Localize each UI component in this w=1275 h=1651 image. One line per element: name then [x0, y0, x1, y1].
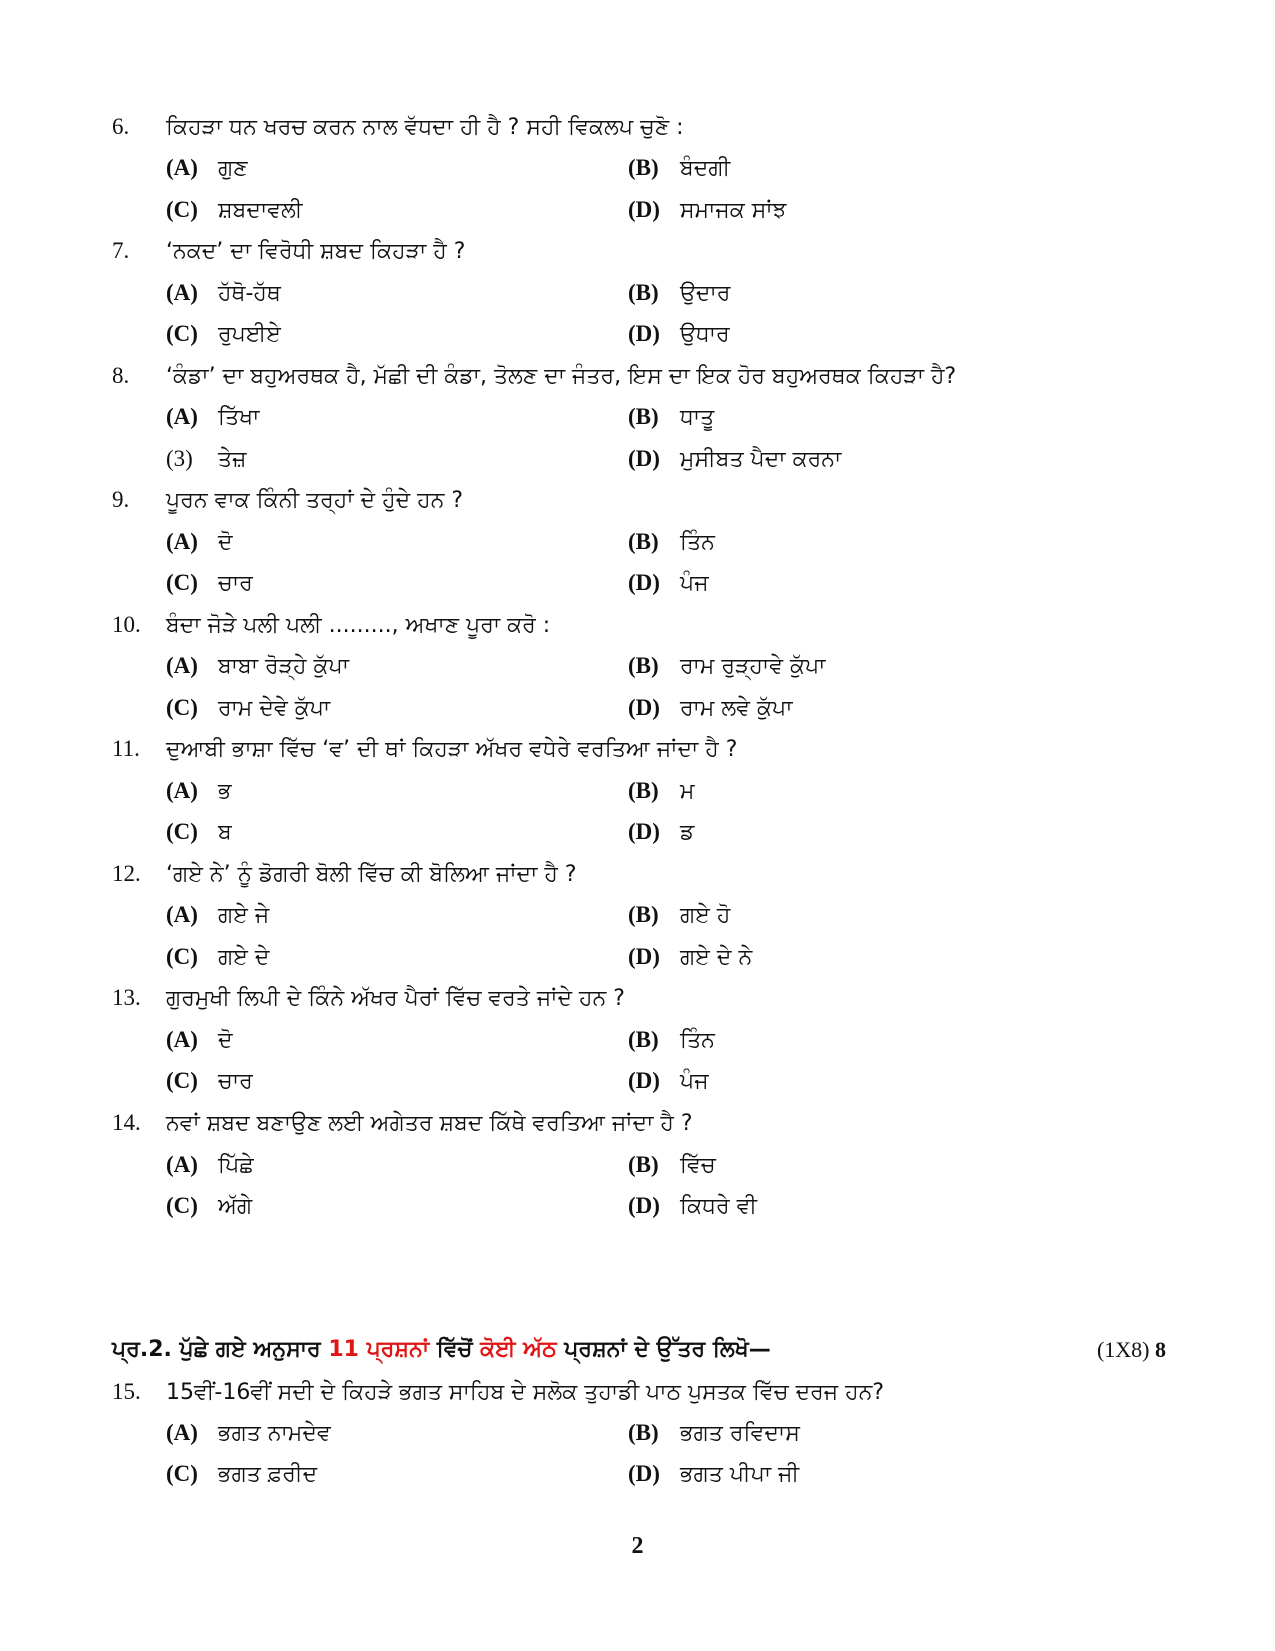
- option-c: [166, 688, 330, 728]
- question-text: ਗੁਰਮੁਖੀ ਲਿਪੀ ਦੇ ਕਿੰਨੇ ਅੱਖਰ ਪੈਰਾਂ ਵਿੱਚ ਵਰਤੇ ਜਾਂਦੇ ਹਨ ?: [166, 986, 625, 1011]
- option-b: [628, 771, 694, 811]
- option-a: [166, 273, 281, 313]
- option-text: ਦੋ: [218, 530, 233, 555]
- option-text: ਵਿੱਚ: [680, 1153, 716, 1178]
- question-text: ‘ਗਏ ਨੇ’ ਨੂੰ ਡੋਗਰੀ ਬੋਲੀ ਵਿੱਚ ਕੀ ਬੋਲਿਆ ਜਾਂਦਾ ਹੈ ?: [166, 862, 577, 887]
- section-suffix: ਪ੍ਰਸ਼ਨਾਂ ਦੇ ਉੱਤਰ ਲਿਖੋ—: [564, 1337, 771, 1362]
- option-label: (B): [628, 155, 659, 180]
- option-c: [166, 1454, 317, 1494]
- option-b: [628, 1145, 716, 1185]
- option-label: (D): [628, 446, 660, 471]
- option-label: (A): [166, 902, 198, 927]
- option-label: (A): [166, 653, 198, 678]
- option-d: [628, 1454, 799, 1494]
- option-label: (A): [166, 778, 198, 803]
- option-label: (A): [166, 1152, 198, 1177]
- option-text: ਤਿੰਨ: [680, 1028, 715, 1053]
- option-d: [628, 563, 709, 603]
- option-text: ਭਗਤ ਨਾਮਦੇਵ: [218, 1421, 331, 1446]
- section-prefix: ਪ੍ਰ.2. ਪੁੱਛੇ ਗਏ ਅਨੁਸਾਰ: [112, 1337, 321, 1362]
- option-label: (C): [166, 1461, 198, 1486]
- section-heading: [112, 1330, 1166, 1370]
- marks-total: 8: [1155, 1337, 1166, 1362]
- option-label: (C): [166, 1068, 198, 1093]
- option-text: ਭਗਤ ਪੀਪਾ ਜੀ: [680, 1462, 800, 1487]
- option-text: ਭ: [218, 779, 232, 804]
- option-text: ਸਮਾਜਕ ਸਾਂਝ: [680, 198, 787, 223]
- option-label: (C): [166, 1193, 198, 1218]
- option-label: (C): [166, 819, 198, 844]
- option-text: ਰਾਮ ਦੇਵੇ ਕੁੱਪਾ: [218, 696, 331, 721]
- option-text: ਉਧਾਰ: [680, 322, 730, 347]
- option-b: [628, 273, 730, 313]
- option-b: [628, 148, 730, 188]
- option-d: [628, 1186, 757, 1226]
- option-text: ਗੁਣ: [218, 156, 248, 181]
- option-text: ਸ਼ਬਦਾਵਲੀ: [218, 198, 303, 223]
- question-14: 14. ਨਵਾਂ ਸ਼ਬਦ ਬਣਾਉਣ ਲਈ ਅਗੇਤਰ ਸ਼ਬਦ ਕਿੱਥੇ ਵਰਤਿਆ ਜਾਂਦਾ ਹੈ ?: [112, 1110, 693, 1136]
- question-text: ‘ਨਕਦ’ ਦਾ ਵਿਰੋਧੀ ਸ਼ਬਦ ਕਿਹੜਾ ਹੈ ?: [166, 239, 466, 264]
- option-label: (D): [628, 944, 660, 969]
- option-text: ਤੇਜ਼: [218, 447, 247, 472]
- option-text: ਦੋ: [218, 1028, 233, 1053]
- section-question-count: 11 ਪ੍ਰਸ਼ਨਾਂ: [328, 1337, 430, 1362]
- option-text: ਤਿੱਖਾ: [218, 405, 260, 430]
- option-text: ਬਾਬਾ ਰੋੜ੍ਹੇ ਕੁੱਪਾ: [218, 654, 350, 679]
- option-text: ਭਗਤ ਫ਼ਰੀਦ: [218, 1462, 318, 1487]
- option-label: (D): [628, 819, 660, 844]
- option-label: (B): [628, 529, 659, 554]
- question-text: ‘ਕੰਡਾ’ ਦਾ ਬਹੁਅਰਥਕ ਹੈ, ਮੱਛੀ ਦੀ ਕੰਡਾ, ਤੋਲਣ ਦਾ ਜੰਤਰ, ਇਸ ਦਾ ਇਕ ਹੋਰ ਬਹੁਅਰਥਕ ਕਿਹੜਾ ਹੈ?: [166, 364, 957, 389]
- option-a: [166, 1413, 331, 1453]
- option-text: ਰਾਮ ਰੁੜ੍ਹਾਵੇ ਕੁੱਪਾ: [680, 654, 826, 679]
- option-label: (B): [628, 1152, 659, 1177]
- option-text: ਪੰਜ: [680, 571, 709, 596]
- option-a: [166, 646, 349, 686]
- option-a: [166, 1145, 254, 1185]
- option-text: ਭਗਤ ਰਵਿਦਾਸ: [680, 1421, 800, 1446]
- option-d: [628, 937, 752, 977]
- question-8: 8. ‘ਕੰਡਾ’ ਦਾ ਬਹੁਅਰਥਕ ਹੈ, ਮੱਛੀ ਦੀ ਕੰਡਾ, ਤੋਲਣ ਦਾ ਜੰਤਰ, ਇਸ ਦਾ ਇਕ ਹੋਰ ਬਹੁਅਰਥਕ ਕਿਹੜਾ ਹੈ?: [112, 363, 957, 389]
- option-c: [166, 314, 281, 354]
- option-label: (C): [166, 695, 198, 720]
- option-d: [628, 439, 841, 479]
- question-text: ਬੰਦਾ ਜੋੜੇ ਪਲੀ ਪਲੀ ........., ਅਖਾਣ ਪੂਰਾ ਕਰੋ :: [166, 613, 551, 638]
- option-b: [628, 1413, 800, 1453]
- option-label: (A): [166, 1027, 198, 1052]
- option-text: ਉਦਾਰ: [680, 281, 731, 306]
- option-label: (B): [628, 404, 659, 429]
- option-label: (A): [166, 280, 198, 305]
- option-label: (D): [628, 570, 660, 595]
- option-text: ਹੱਥੋ-ਹੱਥ: [218, 281, 281, 306]
- marks-formula: (1X8): [1096, 1337, 1150, 1362]
- option-label: (B): [628, 1027, 659, 1052]
- option-label: (B): [628, 902, 659, 927]
- option-label: (D): [628, 1068, 660, 1093]
- option-label: (C): [166, 197, 198, 222]
- option-label: (B): [628, 653, 659, 678]
- option-label: (B): [628, 280, 659, 305]
- option-text: ਬੰਦਗੀ: [680, 156, 731, 181]
- option-c: [166, 937, 270, 977]
- option-b: [628, 1020, 715, 1060]
- option-text: ਗਏ ਦੇ: [218, 945, 270, 970]
- option-label: (A): [166, 155, 198, 180]
- option-c: [166, 1186, 252, 1226]
- option-label: (B): [628, 778, 659, 803]
- option-text: ਗਏ ਹੋ: [680, 903, 731, 928]
- question-text: ਨਵਾਂ ਸ਼ਬਦ ਬਣਾਉਣ ਲਈ ਅਗੇਤਰ ਸ਼ਬਦ ਕਿੱਥੇ ਵਰਤਿਆ ਜਾਂਦਾ ਹੈ ?: [166, 1111, 693, 1136]
- option-d: [628, 812, 694, 852]
- question-13: 13. ਗੁਰਮੁਖੀ ਲਿਪੀ ਦੇ ਕਿੰਨੇ ਅੱਖਰ ਪੈਰਾਂ ਵਿੱਚ ਵਰਤੇ ਜਾਂਦੇ ਹਨ ?: [112, 985, 625, 1011]
- section-marks: [1097, 1330, 1166, 1370]
- option-text: ਪਿੱਛੇ: [218, 1153, 254, 1178]
- option-text: ਚਾਰ: [218, 571, 253, 596]
- option-a: [166, 397, 259, 437]
- option-text: ਗਏ ਦੇ ਨੇ: [680, 945, 753, 970]
- option-a: [166, 1020, 233, 1060]
- option-label: (D): [628, 321, 660, 346]
- option-a: [166, 771, 232, 811]
- option-text: ਰੁਪਈਏ: [218, 322, 281, 347]
- section-any-eight: ਕੋਈ ਅੱਠ: [480, 1337, 557, 1362]
- option-text: ਤਿੰਨ: [680, 530, 715, 555]
- question-11: 11. ਦੁਆਬੀ ਭਾਸ਼ਾ ਵਿੱਚ ‘ਵ’ ਦੀ ਥਾਂ ਕਿਹੜਾ ਅੱਖਰ ਵਧੇਰੇ ਵਰਤਿਆ ਜਾਂਦਾ ਹੈ ?: [112, 736, 738, 762]
- option-label: (C): [166, 570, 198, 595]
- question-12: 12. ‘ਗਏ ਨੇ’ ਨੂੰ ਡੋਗਰੀ ਬੋਲੀ ਵਿੱਚ ਕੀ ਬੋਲਿਆ ਜਾਂਦਾ ਹੈ ?: [112, 861, 577, 887]
- option-label: (A): [166, 1420, 198, 1445]
- question-text: ਦੁਆਬੀ ਭਾਸ਼ਾ ਵਿੱਚ ‘ਵ’ ਦੀ ਥਾਂ ਕਿਹੜਾ ਅੱਖਰ ਵਧੇਰੇ ਵਰਤਿਆ ਜਾਂਦਾ ਹੈ ?: [166, 737, 738, 762]
- option-label: (3): [166, 446, 193, 471]
- option-label: (C): [166, 321, 198, 346]
- option-d: [628, 314, 730, 354]
- question-10: 10. ਬੰਦਾ ਜੋੜੇ ਪਲੀ ਪਲੀ ........., ਅਖਾਣ ਪੂਰਾ ਕਰੋ :: [112, 612, 551, 638]
- option-b: [628, 522, 715, 562]
- option-text: ਕਿਧਰੇ ਵੀ: [680, 1194, 757, 1219]
- option-c: [166, 563, 253, 603]
- option-c: [166, 439, 246, 479]
- option-text: ਗਏ ਜੇ: [218, 903, 270, 928]
- option-c: [166, 812, 232, 852]
- option-d: [628, 688, 793, 728]
- option-text: ਧਾਤੂ: [680, 405, 715, 430]
- option-c: [166, 1061, 253, 1101]
- question-text: 15ਵੀਂ-16ਵੀਂ ਸਦੀ ਦੇ ਕਿਹੜੇ ਭਗਤ ਸਾਹਿਬ ਦੇ ਸਲੋਕ ਤੁਹਾਡੀ ਪਾਠ ਪੁਸਤਕ ਵਿੱਚ ਦਰਜ ਹਨ?: [166, 1380, 885, 1405]
- option-a: [166, 148, 248, 188]
- question-9: 9. ਪੂਰਨ ਵਾਕ ਕਿੰਨੀ ਤਰ੍ਹਾਂ ਦੇ ਹੁੰਦੇ ਹਨ ?: [112, 487, 464, 513]
- question-6: 6. ਕਿਹੜਾ ਧਨ ਖਰਚ ਕਰਨ ਨਾਲ ਵੱਧਦਾ ਹੀ ਹੈ ? ਸਹੀ ਵਿਕਲਪ ਚੁਣੋ :: [112, 114, 684, 140]
- option-label: (B): [628, 1420, 659, 1445]
- question-7: 7. ‘ਨਕਦ’ ਦਾ ਵਿਰੋਧੀ ਸ਼ਬਦ ਕਿਹੜਾ ਹੈ ?: [112, 238, 466, 264]
- option-text: ਬ: [218, 820, 232, 845]
- option-label: (C): [166, 944, 198, 969]
- option-d: [628, 1061, 709, 1101]
- option-d: [628, 190, 787, 230]
- section-mid: ਵਿੱਚੋਂ: [436, 1337, 473, 1362]
- option-c: [166, 190, 303, 230]
- option-b: [628, 646, 825, 686]
- option-a: [166, 895, 269, 935]
- option-text: ਡ: [680, 820, 695, 845]
- page-number: 2: [631, 1533, 644, 1559]
- option-label: (D): [628, 695, 660, 720]
- option-label: (D): [628, 1461, 660, 1486]
- option-text: ਅੱਗੇ: [218, 1194, 253, 1219]
- option-text: ਰਾਮ ਲਵੇ ਕੁੱਪਾ: [680, 696, 793, 721]
- option-b: [628, 895, 730, 935]
- option-text: ਪੰਜ: [680, 1069, 709, 1094]
- option-label: (A): [166, 529, 198, 554]
- option-text: ਮ: [680, 779, 695, 804]
- option-label: (A): [166, 404, 198, 429]
- option-text: ਚਾਰ: [218, 1069, 253, 1094]
- option-a: [166, 522, 233, 562]
- option-label: (D): [628, 1193, 660, 1218]
- question-text: ਕਿਹੜਾ ਧਨ ਖਰਚ ਕਰਨ ਨਾਲ ਵੱਧਦਾ ਹੀ ਹੈ ? ਸਹੀ ਵਿਕਲਪ ਚੁਣੋ :: [166, 115, 684, 140]
- option-b: [628, 397, 714, 437]
- question-15: 15. 15ਵੀਂ-16ਵੀਂ ਸਦੀ ਦੇ ਕਿਹੜੇ ਭਗਤ ਸਾਹਿਬ ਦੇ ਸਲੋਕ ਤੁਹਾਡੀ ਪਾਠ ਪੁਸਤਕ ਵਿੱਚ ਦਰਜ ਹਨ?: [112, 1379, 885, 1405]
- option-text: ਮੁਸੀਬਤ ਪੈਦਾ ਕਰਨਾ: [680, 447, 842, 472]
- option-label: (D): [628, 197, 660, 222]
- question-text: ਪੂਰਨ ਵਾਕ ਕਿੰਨੀ ਤਰ੍ਹਾਂ ਦੇ ਹੁੰਦੇ ਹਨ ?: [166, 488, 464, 513]
